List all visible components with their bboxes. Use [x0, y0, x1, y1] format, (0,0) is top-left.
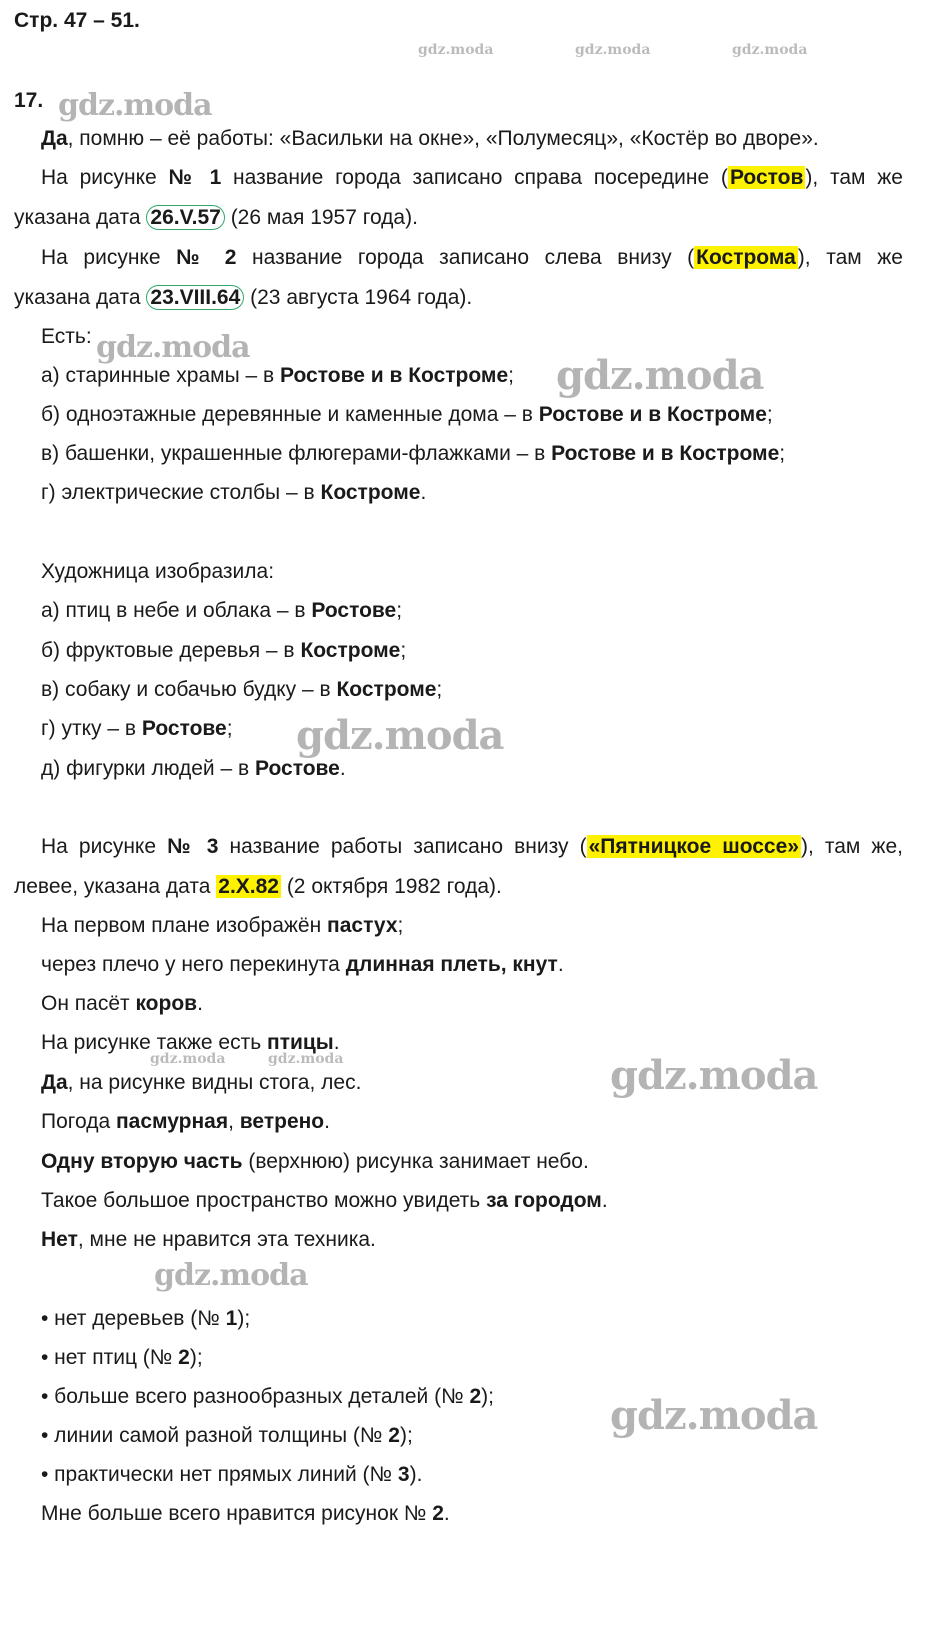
answer-line: указана дата 26.V.57 (26 мая 1957 года). — [14, 206, 418, 229]
answer-line: Нет, мне не нравится эта техника. — [41, 1228, 376, 1251]
list-item: г) утку – в Ростове; — [41, 717, 233, 740]
title-highlight: «Пятницкое шоссе» — [588, 835, 799, 858]
answer-line: Да, на рисунке видны стога, лес. — [41, 1071, 362, 1094]
list-item: д) фигурки людей – в Ростове. — [41, 757, 346, 780]
watermark: gdz.moda — [296, 712, 504, 759]
answer-line: Он пасёт коров. — [41, 992, 203, 1015]
answer-line: Одну вторую часть (верхнюю) рисунка занимает небо. — [41, 1150, 589, 1173]
list-item: б) фруктовые деревья – в Костроме; — [41, 639, 407, 662]
city-highlight: Кострома — [696, 246, 796, 269]
answer-line: На рисунке № 3 название работы записано внизу («Пятницкое шоссе»), там же, — [41, 835, 903, 858]
answer-line: На рисунке № 1 название города записано справа посередине (Ростов), там же — [41, 166, 903, 189]
bullet-item: • больше всего разнообразных деталей (№ 2); — [41, 1385, 494, 1408]
circled-date: 23.VIII.64 — [146, 285, 244, 310]
watermark: gdz.moda — [610, 1392, 818, 1439]
answer-line: На рисунке также есть птицы. — [41, 1031, 340, 1054]
list-item: а) старинные храмы – в Ростове и в Костроме; — [41, 364, 514, 387]
watermark: gdz.moda — [268, 1051, 344, 1067]
list-heading: Есть: — [41, 325, 92, 348]
answer-line: Погода пасмурная, ветрено. — [41, 1110, 330, 1133]
list-heading: Художница изобразила: — [41, 560, 275, 583]
answer-line: На рисунке № 2 название города записано слева внизу (Кострома), там же — [41, 246, 903, 269]
answer-line: через плечо у него перекинута длинная плеть, кнут. — [41, 953, 564, 976]
bullet-item: • практически нет прямых линий (№ 3). — [41, 1463, 423, 1486]
answer-line: указана дата 23.VIII.64 (23 августа 1964 года). — [14, 286, 473, 309]
bullet-item: • нет птиц (№ 2); — [41, 1346, 203, 1369]
answer-line: Такое большое пространство можно увидеть за городом. — [41, 1189, 608, 1212]
bullet-item: • линии самой разной толщины (№ 2); — [41, 1424, 413, 1447]
watermark: gdz.moda — [96, 330, 250, 365]
watermark: gdz.moda — [154, 1258, 308, 1293]
answer-line: Да, помню – её работы: «Васильки на окне», «Полумесяц», «Костёр во дворе». — [41, 127, 819, 150]
task-number: 17. — [14, 89, 44, 112]
final-answer: Мне больше всего нравится рисунок № 2. — [41, 1502, 450, 1525]
list-item: в) собаку и собачью будку – в Костроме; — [41, 678, 443, 701]
bullet-item: • нет деревьев (№ 1); — [41, 1307, 251, 1330]
answer-line: На первом плане изображён пастух; — [41, 914, 404, 937]
list-item: в) башенки, украшенные флюгерами-флажками – в Ростове и в Костроме; — [41, 442, 786, 465]
watermark: gdz.moda — [150, 1051, 226, 1067]
list-item: а) птиц в небе и облака – в Ростове; — [41, 599, 403, 622]
watermark: gdz.moda — [575, 42, 651, 58]
watermark: gdz.moda — [418, 42, 494, 58]
watermark: gdz.moda — [732, 42, 808, 58]
list-item: г) электрические столбы – в Костроме. — [41, 481, 427, 504]
date-highlight: 2.X.82 — [218, 875, 279, 898]
watermark: gdz.moda — [556, 352, 764, 399]
watermark: gdz.moda — [610, 1052, 818, 1099]
city-highlight: Ростов — [729, 166, 804, 189]
page-range-header: Стр. 47 – 51. — [14, 9, 140, 32]
answer-line: левее, указана дата 2.X.82 (2 октября 1982 года). — [14, 875, 502, 898]
watermark: gdz.moda — [58, 88, 212, 123]
circled-date: 26.V.57 — [146, 205, 224, 230]
list-item: б) одноэтажные деревянные и каменные дома – в Ростове и в Костроме; — [41, 403, 773, 426]
